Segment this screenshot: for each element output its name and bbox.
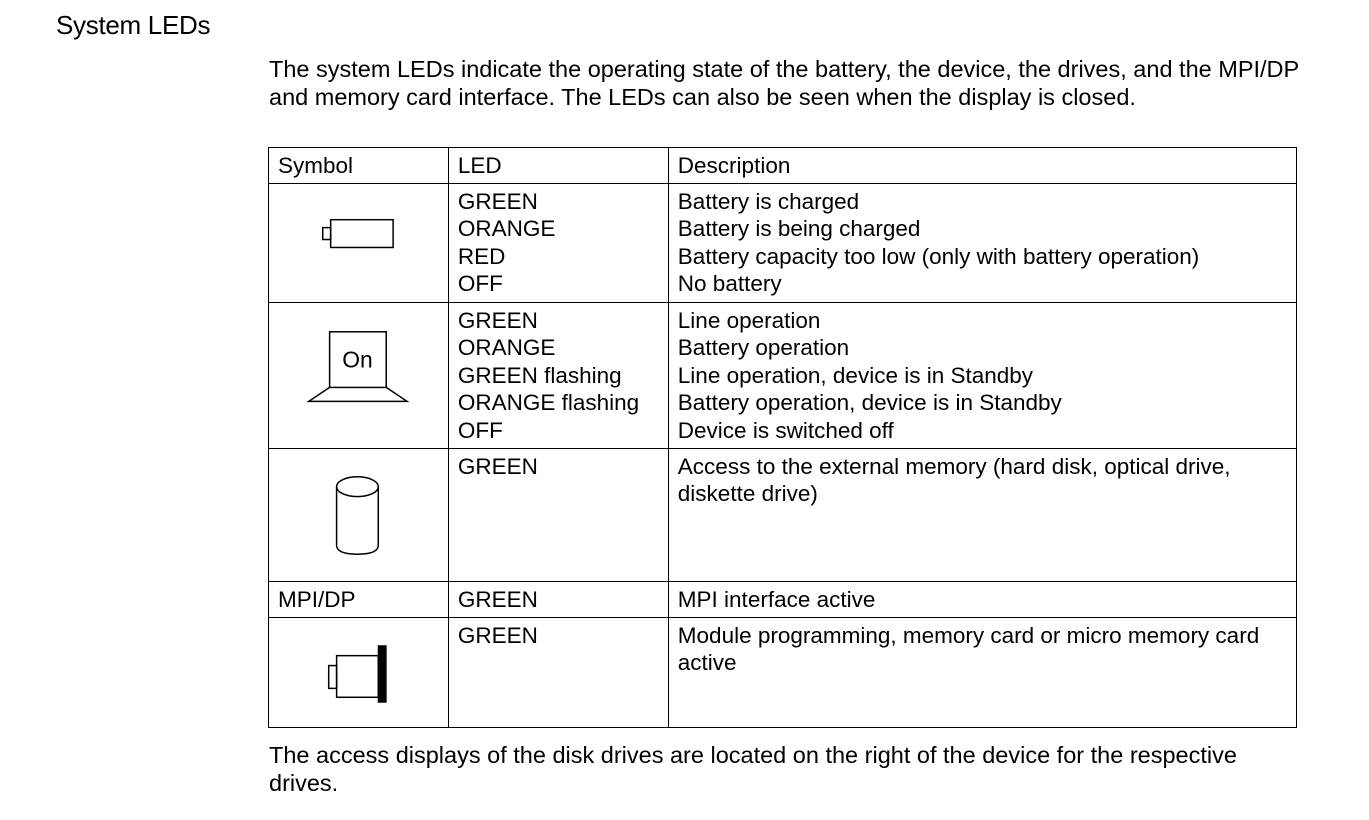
table-header-row <box>269 148 1297 184</box>
led-cell <box>448 582 668 618</box>
description-cell <box>668 303 1296 449</box>
section-heading: System LEDs <box>56 10 211 40</box>
symbol-text: MPI/DP <box>278 587 356 612</box>
memory-card-icon <box>269 618 448 727</box>
table-row <box>269 449 1297 582</box>
led-description: Device is switched off <box>677 417 894 443</box>
description-cell <box>668 618 1296 728</box>
led-description: Access to the external memory (hard disk, optical drive, diskette drive) <box>677 454 1231 507</box>
description-cell <box>668 184 1296 303</box>
led-cell <box>448 618 668 728</box>
system-leds-table <box>268 147 1297 728</box>
led-description: Battery is charged <box>677 189 860 214</box>
led-state: ORANGE <box>457 216 556 242</box>
symbol-cell <box>269 303 449 449</box>
led-state: GREEN <box>457 623 538 648</box>
footer-paragraph: The access displays of the disk drives are located on the right of the device for the respective drives. <box>269 742 1237 796</box>
symbol-cell <box>269 582 449 618</box>
led-state: OFF <box>457 417 503 443</box>
led-cell <box>448 449 668 582</box>
led-state: GREEN <box>457 308 538 333</box>
table-row <box>269 618 1297 728</box>
led-state: GREEN <box>457 454 538 479</box>
header-description: Description <box>668 148 1296 184</box>
table-row <box>269 184 1297 303</box>
description-cell <box>668 449 1296 582</box>
symbol-cell <box>269 618 449 728</box>
description-cell <box>668 582 1296 618</box>
led-cell <box>448 184 668 303</box>
header-led: LED <box>448 148 668 184</box>
led-state: RED <box>457 243 506 269</box>
led-state: OFF <box>457 271 503 297</box>
intro-paragraph: The system LEDs indicate the operating state of the battery, the device, the drives, and the MPI/DP and memory card interface. The LEDs can also be seen when the display is closed. <box>269 56 1299 110</box>
led-description: Line operation <box>677 308 821 333</box>
power-on-icon <box>269 303 448 448</box>
table-row <box>269 303 1297 449</box>
led-description: Battery operation <box>677 335 850 361</box>
led-description: Battery is being charged <box>677 216 921 242</box>
led-state: GREEN <box>457 587 538 612</box>
power-on-label: On <box>342 346 373 373</box>
battery-icon <box>269 184 448 302</box>
led-state: GREEN <box>457 189 538 214</box>
led-state: ORANGE <box>457 335 556 361</box>
led-state: ORANGE flashing <box>457 390 640 416</box>
led-description: Line operation, device is in Standby <box>677 362 1034 388</box>
led-description: Battery capacity too low (only with battery operation) <box>677 243 1200 269</box>
led-state: GREEN flashing <box>457 362 622 388</box>
led-description: Module programming, memory card or micro memory card active <box>677 623 1260 676</box>
led-description: No battery <box>677 271 782 297</box>
led-cell <box>448 303 668 449</box>
drive-cylinder-icon <box>269 449 448 581</box>
header-symbol: Symbol <box>269 148 449 184</box>
led-description: MPI interface active <box>677 587 876 612</box>
table-row <box>269 582 1297 618</box>
led-description: Battery operation, device is in Standby <box>677 390 1062 416</box>
symbol-cell <box>269 184 449 303</box>
symbol-cell <box>269 449 449 582</box>
